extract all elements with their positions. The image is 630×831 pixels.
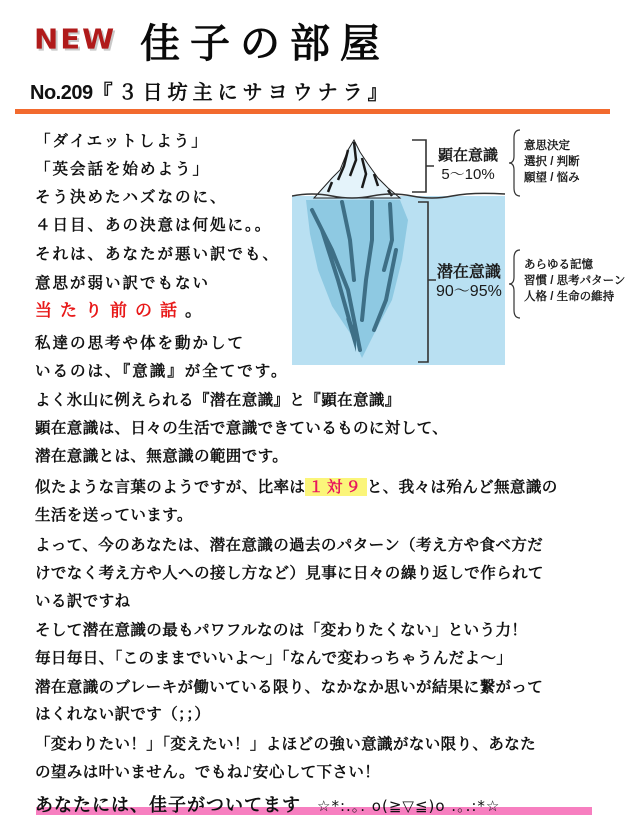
body-line: よって、今のあなたは、潜在意識の過去のパターン（考え方や食べ方だ [35, 536, 544, 554]
note: 意思決定 [524, 140, 570, 152]
body-line: 生活を送っています。 [35, 506, 193, 524]
ratio-highlight: １対９ [305, 478, 367, 496]
body-line: の望みは叶いません。でもね♪安心して下さい！ [35, 763, 381, 781]
emphasis-text: 当たり前の話 [35, 301, 185, 321]
closing-text: あなたには、佳子がついてます [35, 795, 301, 816]
brace-icon [508, 128, 522, 198]
body-line: 潜在意識とは、無意識の範囲です。 [35, 447, 289, 465]
body-line: いるのは、『意識』が全てです。 [35, 362, 289, 380]
issue-heading [30, 76, 393, 105]
note: 人格 / 生命の維持 [524, 291, 615, 303]
body-line: よく氷山に例えられる『潜在意識』と『顕在意識』 [35, 391, 401, 409]
body-line: はくれない訳です（；；） [35, 705, 211, 723]
body-line: 潜在意識のブレーキが働いている限り、なかなか思いが結果に繋がって [35, 678, 544, 696]
ratio-prefix: 似たような言葉のようですが、比率は [35, 478, 306, 496]
subconscious-notes [524, 257, 625, 305]
body-line-ratio [35, 477, 558, 497]
conscious-name: 顕在意識 [438, 147, 499, 164]
body-line: 私達の思考や体を動かして [35, 334, 246, 352]
subconscious-label [436, 263, 502, 301]
body-line: そして潜在意識の最もパワフルなのは「変わりたくない」という力！ [35, 621, 528, 639]
header-divider [15, 109, 610, 114]
body-line: 顕在意識は、日々の生活で意識できているものに対して、 [35, 419, 449, 437]
note: あらゆる記憶 [524, 259, 593, 271]
conscious-label [438, 146, 498, 184]
page-title: 佳子の部屋 [140, 21, 390, 67]
issue-number: No.209 [30, 82, 93, 104]
body-line: 「変わりたい！」「変えたい！」よほどの強い意識がない限り、あなた [35, 735, 537, 753]
body-line: 毎日毎日、「このままでいいよ〜」「なんで変わっちゃうんだよ〜」 [35, 649, 513, 667]
conscious-percent: 5〜10% [441, 166, 495, 183]
conscious-notes [524, 138, 580, 186]
period: 。 [185, 301, 203, 321]
body-line: 意思が弱い訳でもない [35, 274, 211, 292]
subconscious-name: 潜在意識 [436, 264, 501, 281]
new-badge: NEW [34, 22, 117, 56]
body-line: 「英会話を始めよう」 [35, 160, 211, 178]
body-line: そう決めたハズなのに、 [35, 188, 228, 206]
brace-icon [508, 248, 522, 320]
body-line: ４日目、あの決意は何処に。。 [35, 216, 273, 234]
emphasis-line [35, 301, 202, 321]
note: 習慣 / 思考パターン [524, 275, 626, 287]
note: 選択 / 判断 [524, 156, 580, 168]
body-line: それは、あなたが悪い訳でも、 [35, 245, 281, 263]
issue-title: 『３日坊主にサヨウナラ』 [92, 80, 393, 104]
ratio-suffix: と、我々は殆んど無意識の [366, 478, 558, 496]
body-line: けでなく考え方や人への接し方など）見事に日々の繰り返しで作られて [35, 564, 544, 582]
closing-emoticon: ☆*:.｡. o(≧▽≦)o .｡.:*☆ [317, 797, 501, 815]
body-line: 「ダイエットしよう」 [35, 132, 209, 150]
closing-line [35, 791, 500, 817]
note: 願望 / 悩み [524, 172, 580, 184]
subconscious-percent: 90〜95% [436, 283, 502, 300]
body-line: いる訳ですね [35, 592, 131, 610]
